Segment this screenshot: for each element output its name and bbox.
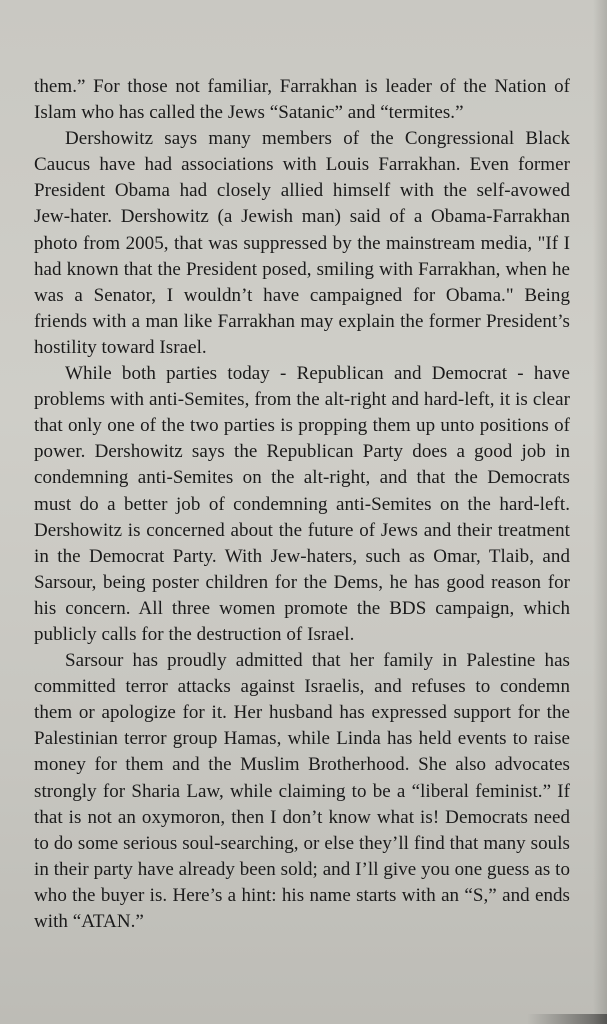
- paragraph-4: Sarsour has proudly admitted that her family in Palestine has committed terror attacks against Israelis, and refuses to condemn them or apologize for it. Her husband has expressed support for the Palestinian terror group Hamas, while Linda has held events to raise money for them and the Muslim Brotherhood. She also advocates strongly for Sharia Law, while claiming to be a “liberal feminist.” If that is not an oxymoron, then I don’t know what is! Democrats need to do some serious soul-searching, or else they’ll find that many souls in their party have already been sold; and I’ll give you one guess as to who the buyer is. Here’s a hint: his name starts with an “S,” and ends with “ATAN.”: [34, 650, 570, 932]
- paragraph-1: them.” For those not familiar, Farrakhan is leader of the Nation of Islam who has called the Jews “Satanic” and “termites.”: [34, 76, 570, 124]
- paragraph-2: Dershowitz says many members of the Congressional Black Caucus have had associations with Louis Farrakhan. Even former President Obama had closely allied himself with the self-avowed Jew-hater. Dershowitz (a Jewish man) said of a Obama-Farrakhan photo from 2005, that was suppressed by the mainstream media, "If I had known that the President posed, smiling with Farrakhan, when he was a Senator, I wouldn’t have campaigned for Obama." Being friends with a man like Farrakhan may explain the former President’s hostility toward Israel.: [34, 128, 570, 358]
- body-text: [34, 74, 570, 935]
- paragraph-3: While both parties today - Republican and Democrat - have problems with anti-Semites, from the alt-right and hard-left, it is clear that only one of the two parties is propping them up unto positions of power. Dershowitz says the Republican Party does a good job in condemning anti-Semites on the alt-right, and that the Democrats must do a better job of condemning anti-Semites on the hard-left. Dershowitz is concerned about the future of Jews and their treatment in the Democrat Party. With Jew-haters, such as Omar, Tlaib, and Sarsour, being poster children for the Dems, he has good reason for his concern. All three women promote the BDS campaign, which publicly calls for the destruction of Israel.: [34, 363, 570, 645]
- page-corner-shadow: [527, 1014, 607, 1024]
- page-edge-shadow: [593, 0, 607, 1024]
